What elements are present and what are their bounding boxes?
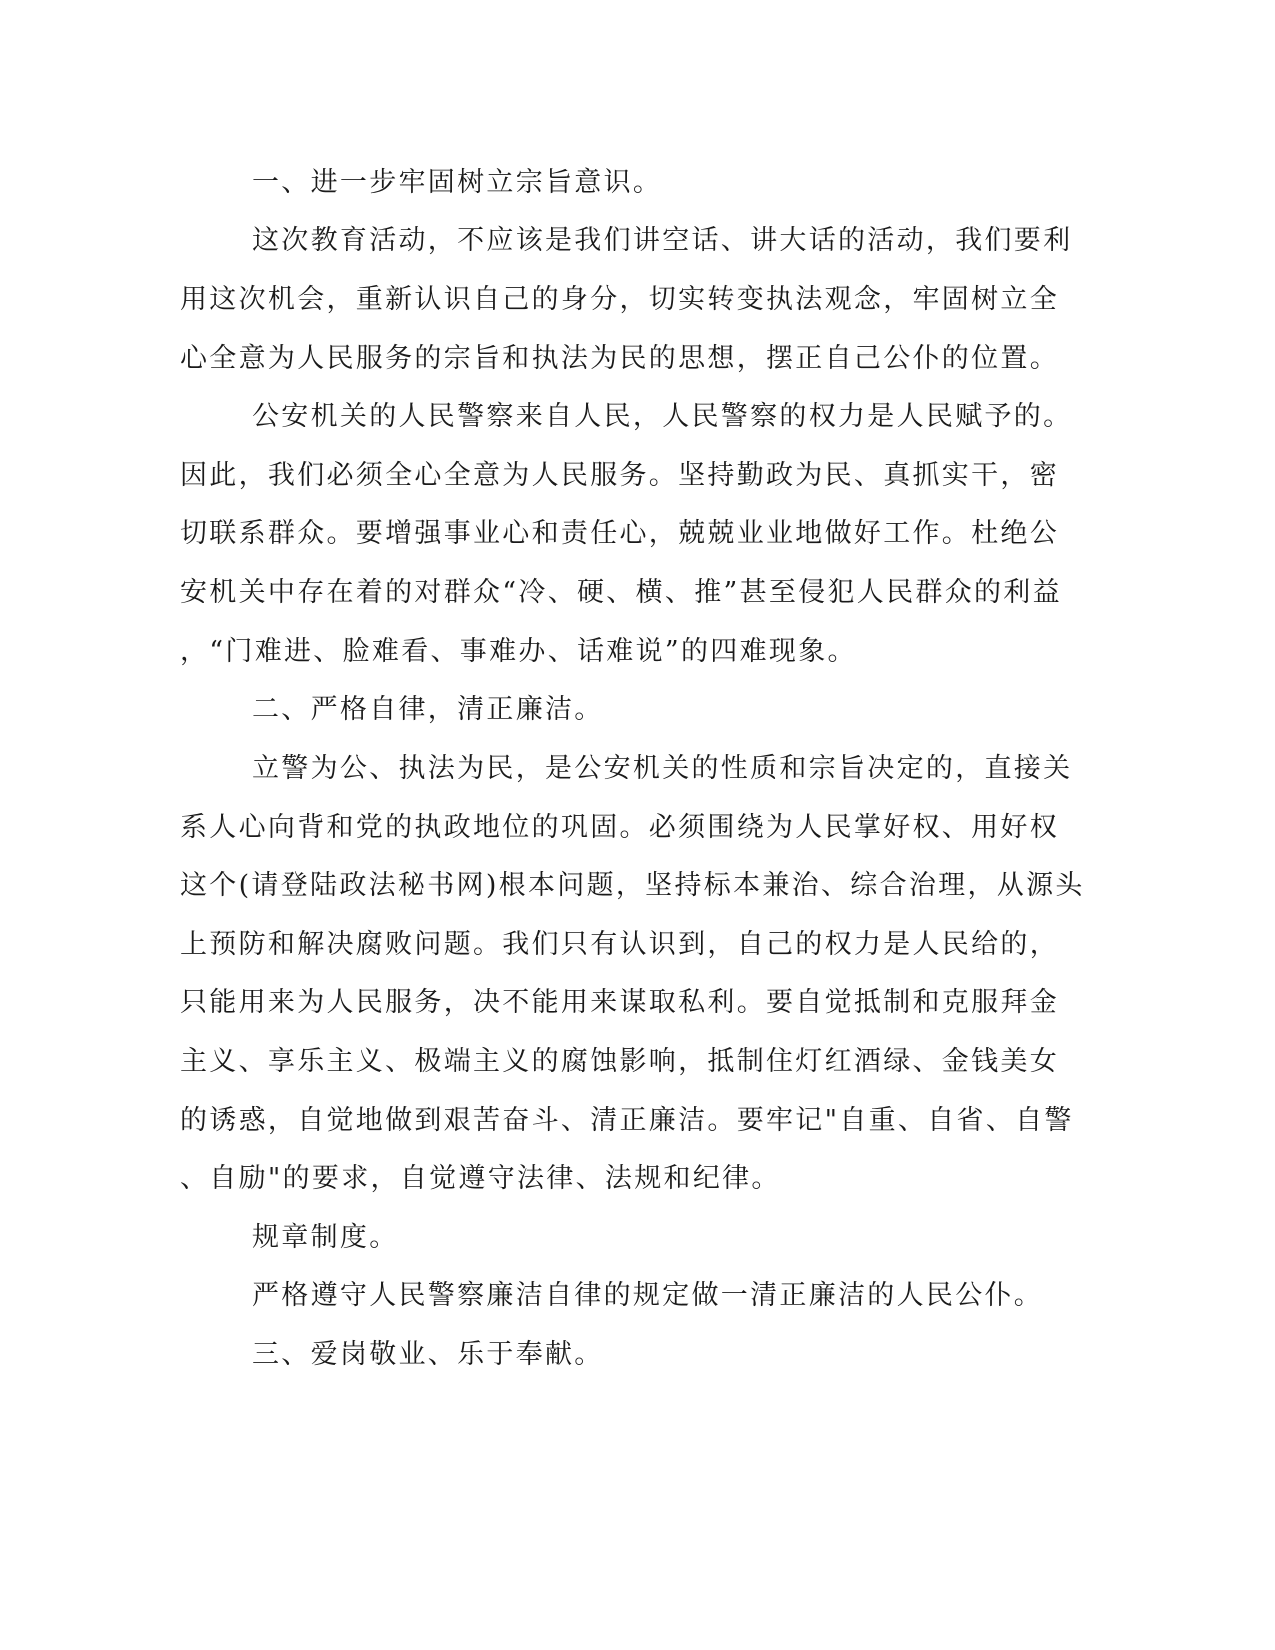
paragraph-line: 这个(请登陆政法秘书网)根本问题，坚持标本兼治、综合治理，从源头 — [180, 870, 1085, 901]
paragraph-line: 上预防和解决腐败问题。我们只有认识到，自己的权力是人民给的， — [180, 929, 1059, 960]
paragraph-line: 主义、享乐主义、极端主义的腐蚀影响，抵制住灯红酒绿、金钱美女 — [180, 1046, 1059, 1077]
paragraph-line: 用这次机会，重新认识自己的身分，切实转变执法观念，牢固树立全 — [180, 284, 1059, 315]
paragraph-line: 系人心向背和党的执政地位的巩固。必须围绕为人民掌好权、用好权 — [180, 812, 1059, 843]
paragraph-line: 的诱惑，自觉地做到艰苦奋斗、清正廉洁。要牢记"自重、自省、自警 — [180, 1105, 1074, 1136]
heading-2: 二、严格自律，清正廉洁。 — [252, 694, 604, 725]
heading-1: 一、进一步牢固树立宗旨意识。 — [252, 167, 663, 198]
paragraph-line: 公安机关的人民警察来自人民，人民警察的权力是人民赋予的。 — [252, 401, 1073, 432]
paragraph-line: 立警为公、执法为民，是公安机关的性质和宗旨决定的，直接关 — [252, 753, 1073, 784]
paragraph-line: 心全意为人民服务的宗旨和执法为民的思想，摆正自己公仆的位置。 — [180, 343, 1059, 374]
paragraph-line: ，“门难进、脸难看、事难办、话难说”的四难现象。 — [180, 636, 857, 667]
paragraph-line: 因此，我们必须全心全意为人民服务。坚持勤政为民、真抓实干，密 — [180, 460, 1059, 491]
paragraph-line: 严格遵守人民警察廉洁自律的规定做一清正廉洁的人民公仆。 — [252, 1280, 1044, 1311]
paragraph-line: 切联系群众。要增强事业心和责任心，兢兢业业地做好工作。杜绝公 — [180, 518, 1059, 549]
paragraph-line: 规章制度。 — [252, 1222, 399, 1253]
paragraph-line: 这次教育活动，不应该是我们讲空话、讲大话的活动，我们要利 — [252, 225, 1073, 256]
paragraph-line: 安机关中存在着的对群众“冷、硬、横、推”甚至侵犯人民群众的利益 — [180, 577, 1062, 608]
heading-3: 三、爱岗敬业、乐于奉献。 — [252, 1339, 604, 1370]
paragraph-line: 只能用来为人民服务，决不能用来谋取私利。要自觉抵制和克服拜金 — [180, 987, 1059, 1018]
paragraph-line: 、自励"的要求，自觉遵守法律、法规和纪律。 — [180, 1163, 781, 1194]
